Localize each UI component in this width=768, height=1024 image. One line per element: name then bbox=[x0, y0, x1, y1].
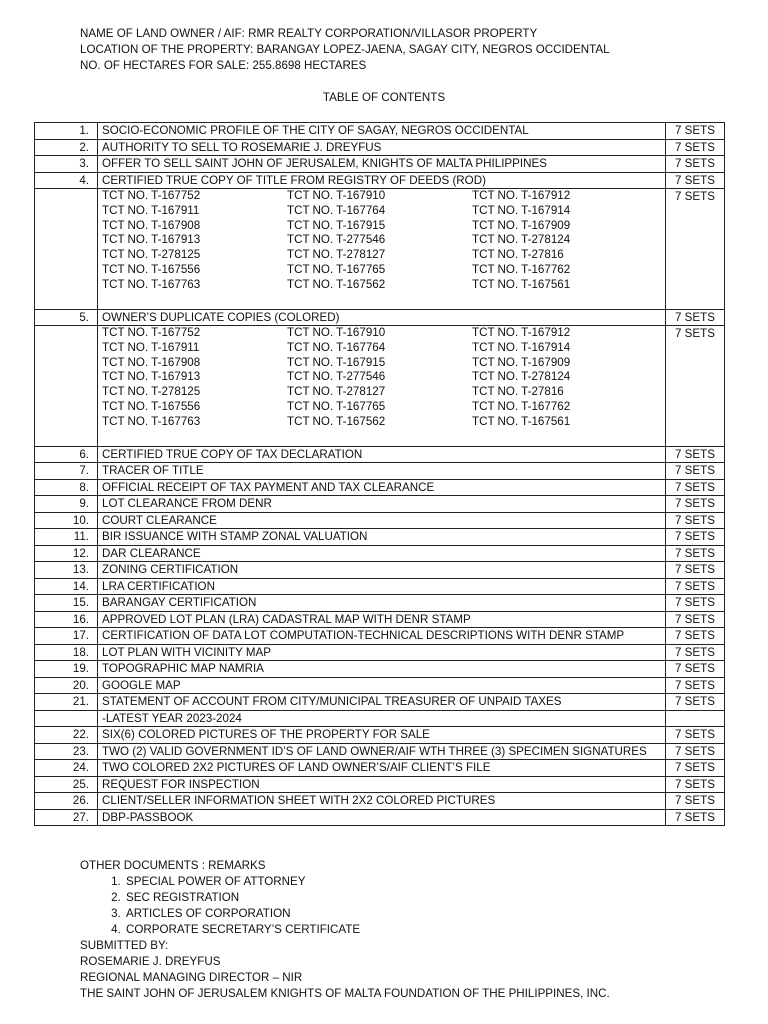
tct-number: TCT NO. T-167914 bbox=[472, 340, 571, 354]
row-description: CERTIFIED TRUE COPY OF TITLE FROM REGISTRY OF DEEDS (ROD) bbox=[98, 172, 666, 189]
table-row bbox=[35, 463, 725, 480]
row-sets: 7 SETS bbox=[666, 463, 725, 480]
row-number: 2. bbox=[35, 139, 98, 156]
table-row bbox=[35, 512, 725, 529]
row-number: 19. bbox=[35, 661, 98, 678]
table-row bbox=[35, 496, 725, 513]
row-number: 8. bbox=[35, 479, 98, 496]
row-sets: 7 SETS bbox=[666, 644, 725, 661]
row-number: 5. bbox=[35, 309, 98, 326]
row-number: 10. bbox=[35, 512, 98, 529]
tct-number: TCT NO. T-167752 bbox=[102, 326, 201, 340]
table-row bbox=[35, 611, 725, 628]
location-line: LOCATION OF THE PROPERTY: BARANGAY LOPEZ-JAENA, SAGAY CITY, NEGROS OCCIDENTAL bbox=[80, 43, 610, 56]
row-sets: 7 SETS bbox=[666, 123, 725, 140]
tct-number: TCT NO. T-167912 bbox=[472, 189, 571, 202]
row-sets: 7 SETS bbox=[666, 677, 725, 694]
table-row bbox=[35, 743, 725, 760]
row-description: CERTIFICATION OF DATA LOT COMPUTATION-TECHNICAL DESCRIPTIONS WITH DENR STAMP bbox=[98, 628, 666, 645]
table-row bbox=[35, 189, 725, 310]
table-row bbox=[35, 694, 725, 711]
tct-number: TCT NO. T-167762 bbox=[472, 400, 571, 414]
row-description: CERTIFIED TRUE COPY OF TAX DECLARATION bbox=[98, 446, 666, 463]
row-sets: 7 SETS bbox=[666, 694, 725, 711]
table-row bbox=[35, 156, 725, 173]
table-row bbox=[35, 760, 725, 777]
row-sets: 7 SETS bbox=[666, 776, 725, 793]
row-description: BARANGAY CERTIFICATION bbox=[98, 595, 666, 612]
list-item: 1. SPECIAL POWER OF ATTORNEY bbox=[124, 874, 610, 890]
row-sets: 7 SETS bbox=[666, 809, 725, 826]
other-list bbox=[80, 874, 610, 938]
submitter-organization: THE SAINT JOHN OF JERUSALEM KNIGHTS OF MALTA FOUNDATION OF THE PHILIPPINES, INC. bbox=[80, 987, 610, 1000]
row-number: 24. bbox=[35, 760, 98, 777]
row-sets: 7 SETS bbox=[666, 529, 725, 546]
tct-number: TCT NO. T-278127 bbox=[287, 385, 386, 399]
tct-number: TCT NO. T-277546 bbox=[287, 370, 386, 384]
row-description: OFFICIAL RECEIPT OF TAX PAYMENT AND TAX CLEARANCE bbox=[98, 479, 666, 496]
row-description: BIR ISSUANCE WITH STAMP ZONAL VALUATION bbox=[98, 529, 666, 546]
row-sets: 7 SETS bbox=[666, 545, 725, 562]
table-row bbox=[35, 578, 725, 595]
row-number: 21. bbox=[35, 694, 98, 711]
tct-number: TCT NO. T-167908 bbox=[102, 218, 201, 232]
row-number: 16. bbox=[35, 611, 98, 628]
toc-title: TABLE OF CONTENTS bbox=[322, 91, 446, 104]
tct-number: TCT NO. T-167911 bbox=[102, 340, 200, 354]
tct-number: TCT NO. T-167914 bbox=[472, 203, 571, 217]
row-sets: 7 SETS bbox=[666, 512, 725, 529]
tct-number: TCT NO. T-278124 bbox=[472, 233, 571, 247]
table-row bbox=[35, 446, 725, 463]
list-item: 2. SEC REGISTRATION bbox=[124, 890, 610, 906]
tct-number: TCT NO. T-167556 bbox=[102, 400, 201, 414]
table-row bbox=[35, 776, 725, 793]
row-sets: 7 SETS bbox=[666, 578, 725, 595]
hectares-line: NO. OF HECTARES FOR SALE: 255.8698 HECTARES bbox=[80, 59, 367, 72]
tct-number: TCT NO. T-167911 bbox=[102, 203, 200, 217]
row-sets: 7 SETS bbox=[666, 661, 725, 678]
row-number: 26. bbox=[35, 793, 98, 810]
row-sets: 7 SETS bbox=[666, 595, 725, 612]
row-sets: 7 SETS bbox=[666, 562, 725, 579]
table-row bbox=[35, 529, 725, 546]
tct-number: TCT NO. T-278125 bbox=[102, 385, 201, 399]
row-number bbox=[35, 189, 98, 310]
row-description: ZONING CERTIFICATION bbox=[98, 562, 666, 579]
table-row bbox=[35, 595, 725, 612]
row-description: TWO (2) VALID GOVERNMENT ID’S OF LAND OWNER/AIF WTH THREE (3) SPECIMEN SIGNATURES bbox=[98, 743, 666, 760]
row-number: 4. bbox=[35, 172, 98, 189]
row-description: AUTHORITY TO SELL TO ROSEMARIE J. DREYFUS bbox=[98, 139, 666, 156]
row-sets: 7 SETS bbox=[666, 326, 725, 447]
row-sets: 7 SETS bbox=[666, 628, 725, 645]
tct-number: TCT NO. T-167562 bbox=[287, 414, 386, 428]
row-description: GOOGLE MAP bbox=[98, 677, 666, 694]
row-description: CLIENT/SELLER INFORMATION SHEET WITH 2X2 COLORED PICTURES bbox=[98, 793, 666, 810]
row-description: TWO COLORED 2X2 PICTURES OF LAND OWNER’S/AIF CLIENT’S FILE bbox=[98, 760, 666, 777]
other-heading: OTHER DOCUMENTS : REMARKS bbox=[80, 859, 266, 872]
row-number: 11. bbox=[35, 529, 98, 546]
row-number: 22. bbox=[35, 727, 98, 744]
row-sets: 7 SETS bbox=[666, 496, 725, 513]
row-number bbox=[35, 326, 98, 447]
row-sets: 7 SETS bbox=[666, 479, 725, 496]
list-item: 4. CORPORATE SECRETARY’S CERTIFICATE bbox=[124, 922, 610, 938]
tct-number: TCT NO. T-278125 bbox=[102, 248, 201, 262]
tct-number: TCT NO. T-167561 bbox=[472, 277, 571, 291]
tct-number: TCT NO. T-167910 bbox=[287, 326, 386, 340]
row-description: REQUEST FOR INSPECTION bbox=[98, 776, 666, 793]
tct-number: TCT NO. T-167915 bbox=[287, 218, 386, 232]
tct-number: TCT NO. T-167764 bbox=[287, 340, 386, 354]
table-row bbox=[35, 727, 725, 744]
tct-number: TCT NO. T-167913 bbox=[102, 370, 201, 384]
tct-number: TCT NO. T-167763 bbox=[102, 277, 201, 291]
row-number: 7. bbox=[35, 463, 98, 480]
row-description: -LATEST YEAR 2023-2024 bbox=[98, 710, 666, 727]
row-description: SIX(6) COLORED PICTURES OF THE PROPERTY FOR SALE bbox=[98, 727, 666, 744]
row-description: DAR CLEARANCE bbox=[98, 545, 666, 562]
row-description: LRA CERTIFICATION bbox=[98, 578, 666, 595]
table-row bbox=[35, 809, 725, 826]
row-description: OWNER’S DUPLICATE COPIES (COLORED) bbox=[98, 309, 666, 326]
tct-number: TCT NO. T-278124 bbox=[472, 370, 571, 384]
tct-number: TCT NO. T-167561 bbox=[472, 414, 571, 428]
row-description: COURT CLEARANCE bbox=[98, 512, 666, 529]
tct-number: TCT NO. T-27816 bbox=[472, 385, 564, 399]
table-row bbox=[35, 661, 725, 678]
tct-number: TCT NO. T-167762 bbox=[472, 262, 571, 276]
submitted-by-label: SUBMITTED BY: bbox=[80, 939, 169, 952]
tct-number: TCT NO. T-167912 bbox=[472, 326, 571, 340]
row-sets: 7 SETS bbox=[666, 727, 725, 744]
tct-number: TCT NO. T-278127 bbox=[287, 248, 386, 262]
tct-number: TCT NO. T-167752 bbox=[102, 189, 201, 202]
tct-number: TCT NO. T-167763 bbox=[102, 414, 201, 428]
table-row bbox=[35, 172, 725, 189]
tct-number: TCT NO. T-27816 bbox=[472, 248, 564, 262]
row-sets: 7 SETS bbox=[666, 156, 725, 173]
row-number: 18. bbox=[35, 644, 98, 661]
tct-number: TCT NO. T-167765 bbox=[287, 262, 386, 276]
table-row bbox=[35, 677, 725, 694]
table-row bbox=[35, 793, 725, 810]
tct-number: TCT NO. T-277546 bbox=[287, 233, 386, 247]
tct-list bbox=[98, 326, 666, 447]
row-sets bbox=[666, 710, 725, 727]
row-sets: 7 SETS bbox=[666, 139, 725, 156]
list-item: 3. ARTICLES OF CORPORATION bbox=[124, 906, 610, 922]
tct-list bbox=[98, 189, 666, 310]
table-row bbox=[35, 309, 725, 326]
row-description: APPROVED LOT PLAN (LRA) CADASTRAL MAP WITH DENR STAMP bbox=[98, 611, 666, 628]
row-sets: 7 SETS bbox=[666, 189, 725, 310]
row-description: TOPOGRAPHIC MAP NAMRIA bbox=[98, 661, 666, 678]
table-row bbox=[35, 628, 725, 645]
table-row bbox=[35, 139, 725, 156]
row-number: 15. bbox=[35, 595, 98, 612]
table-row bbox=[35, 644, 725, 661]
row-sets: 7 SETS bbox=[666, 446, 725, 463]
row-number: 27. bbox=[35, 809, 98, 826]
submitter-name: ROSEMARIE J. DREYFUS bbox=[80, 955, 221, 968]
row-number: 9. bbox=[35, 496, 98, 513]
row-description: DBP-PASSBOOK bbox=[98, 809, 666, 826]
table-row bbox=[35, 326, 725, 447]
tct-number: TCT NO. T-167764 bbox=[287, 203, 386, 217]
tct-number: TCT NO. T-167765 bbox=[287, 400, 386, 414]
row-sets: 7 SETS bbox=[666, 743, 725, 760]
row-sets: 7 SETS bbox=[666, 793, 725, 810]
row-sets: 7 SETS bbox=[666, 172, 725, 189]
tct-number: TCT NO. T-167909 bbox=[472, 355, 571, 369]
row-sets: 7 SETS bbox=[666, 611, 725, 628]
tct-number: TCT NO. T-167908 bbox=[102, 355, 201, 369]
row-number: 20. bbox=[35, 677, 98, 694]
submitter-title: REGIONAL MANAGING DIRECTOR – NIR bbox=[80, 971, 303, 984]
table-row bbox=[35, 545, 725, 562]
row-description: STATEMENT OF ACCOUNT FROM CITY/MUNICIPAL TREASURER OF UNPAID TAXES bbox=[98, 694, 666, 711]
tct-number: TCT NO. T-167910 bbox=[287, 189, 386, 202]
row-number: 17. bbox=[35, 628, 98, 645]
table-row bbox=[35, 479, 725, 496]
row-number: 1. bbox=[35, 123, 98, 140]
row-number: 23. bbox=[35, 743, 98, 760]
row-description: LOT PLAN WITH VICINITY MAP bbox=[98, 644, 666, 661]
row-number: 25. bbox=[35, 776, 98, 793]
document-header bbox=[80, 26, 610, 74]
tct-number: TCT NO. T-167913 bbox=[102, 233, 201, 247]
row-number: 14. bbox=[35, 578, 98, 595]
other-documents bbox=[80, 858, 610, 1002]
table-row bbox=[35, 123, 725, 140]
tct-number: TCT NO. T-167556 bbox=[102, 262, 201, 276]
row-sets: 7 SETS bbox=[666, 760, 725, 777]
tct-number: TCT NO. T-167915 bbox=[287, 355, 386, 369]
row-description: LOT CLEARANCE FROM DENR bbox=[98, 496, 666, 513]
row-number: 13. bbox=[35, 562, 98, 579]
owner-line: NAME OF LAND OWNER / AIF: RMR REALTY CORPORATION/VILLASOR PROPERTY bbox=[80, 27, 538, 40]
toc-table bbox=[34, 122, 725, 826]
table-row bbox=[35, 562, 725, 579]
row-description: SOCIO-ECONOMIC PROFILE OF THE CITY OF SAGAY, NEGROS OCCIDENTAL bbox=[98, 123, 666, 140]
row-number: 12. bbox=[35, 545, 98, 562]
row-description: TRACER OF TITLE bbox=[98, 463, 666, 480]
row-description: OFFER TO SELL SAINT JOHN OF JERUSALEM, KNIGHTS OF MALTA PHILIPPINES bbox=[98, 156, 666, 173]
tct-number: TCT NO. T-167562 bbox=[287, 277, 386, 291]
tct-number: TCT NO. T-167909 bbox=[472, 218, 571, 232]
table-row bbox=[35, 710, 725, 727]
row-number: 3. bbox=[35, 156, 98, 173]
row-number: 6. bbox=[35, 446, 98, 463]
row-number bbox=[35, 710, 98, 727]
row-sets: 7 SETS bbox=[666, 309, 725, 326]
